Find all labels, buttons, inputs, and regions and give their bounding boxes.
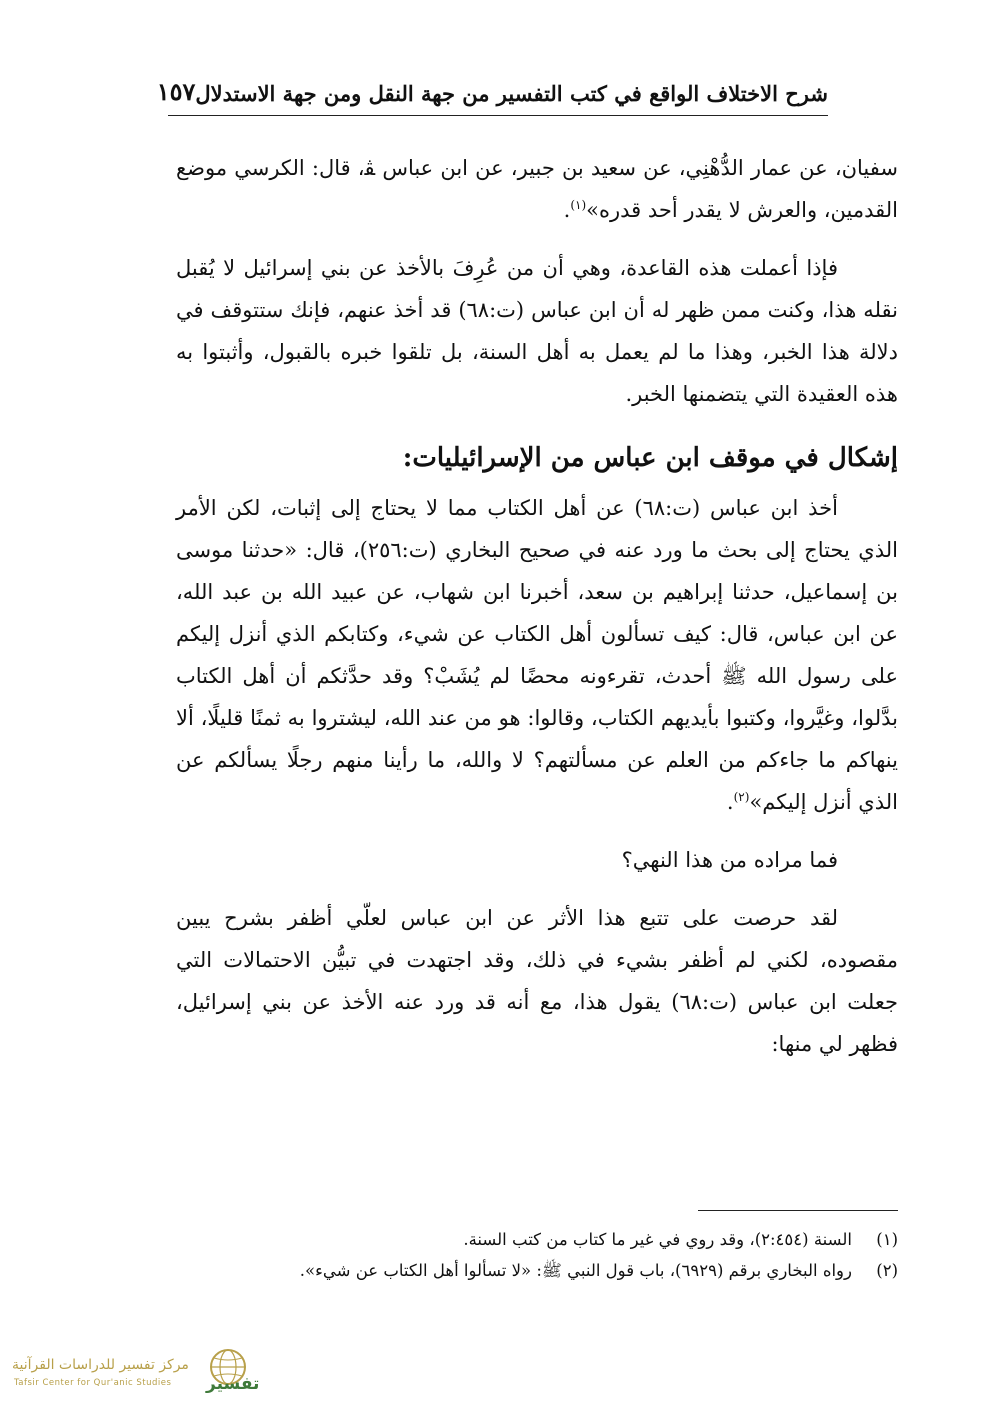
svg-text:مركز تفسير للدراسات القرآنية: مركز تفسير للدراسات القرآنية (12, 1357, 189, 1373)
footnote-2 (176, 1255, 898, 1286)
footnote-number: (١) (876, 1230, 898, 1249)
section-heading: إشكال في موقف ابن عباس من الإسرائيليات: (402, 443, 898, 473)
footnote-ref-1[interactable]: (١) (570, 198, 587, 212)
running-header (156, 66, 828, 106)
svg-text:Tafsir Center for Qur'anic Stu: Tafsir Center for Qur'anic Studies (14, 1378, 172, 1388)
main-text (176, 147, 898, 1065)
logo-mark-icon (6, 1345, 276, 1393)
header-divider (168, 115, 828, 116)
header-title: شرح الاختلاف الواقع في كتب التفسير من جهة النقل ومن جهة الاستدلال (195, 81, 828, 106)
footnote-divider (698, 1210, 898, 1211)
footnote-1 (176, 1224, 898, 1255)
paragraph-4: فما مراده من هذا النهي؟ (621, 848, 838, 872)
footnote-text: رواه البخاري برقم (٦٩٢٩)، باب قول النبي ﷺ: «لا تسألوا أهل الكتاب عن شيء». (299, 1261, 852, 1280)
paragraph-3: أخذ ابن عباس (ت:٦٨) عن أهل الكتاب مما لا يحتاج إلى إثبات، لكن الأمر الذي يحتاج إلى بحث ما ورد عنه في صحيح البخاري (ت:٢٥٦)، قال: «حدثنا موسى بن إسماعيل، حدثنا إبراهيم بن سعد، أخبرنا ابن شهاب، عن عبيد الله بن عبد الله، عن ابن عباس، قال: كيف تسألون أهل الكتاب عن شيء، وكتابكم الذي أنزل إليكم على رسول الله ﷺ أحدث، تقرءونه محضًا لم يُشَبْ؟ وقد حدَّثكم أن أهل الكتاب بدَّلوا، وغيَّروا، وكتبوا بأيديهم الكتاب، وقالوا: هو من عند الله، ليشتروا به ثمنًا قليلًا، ألا ينهاكم ما جاءكم من العلم عن مسألتهم؟ لا والله، ما رأينا منهم رجلًا يسألكم عن الذي أنزل إليكم»$^{(٢)}$. (176, 496, 898, 814)
footnote-number: (٢) (876, 1261, 898, 1280)
svg-text:تفسير: تفسير (206, 1374, 260, 1393)
footnote-text: السنة (٢:٤٥٤)، وقد روي في غير ما كتاب من كتب السنة. (463, 1230, 852, 1249)
footnote-ref-2[interactable]: (٢) (733, 790, 750, 804)
paragraph-1: سفيان، عن عمار الدُّهْنِي، عن سعيد بن جبير، عن ابن عباس ﭭ، قال: الكرسي موضع القدمين، والعرش لا يقدر أحد قدره»$^{(١)}$. (176, 156, 898, 222)
paragraph-5: لقد حرصت على تتبع هذا الأثر عن ابن عباس لعلّي أظفر بشرح يبين مقصوده، لكني لم أظفر بشيء في ذلك، وقد اجتهدت في تبيُّن الاحتمالات التي جعلت ابن عباس (ت:٦٨) يقول هذا، مع أنه قد ورد عنه الأخذ عن بني إسرائيل، فظهر لي منها: (176, 906, 898, 1056)
footnotes (176, 1224, 898, 1286)
page-number: ١٥٧ (156, 77, 196, 106)
paragraph-2: فإذا أعملت هذه القاعدة، وهي أن من عُرِفَ بالأخذ عن بني إسرائيل لا يُقبل نقله هذا، وكنت ممن ظهر له أن ابن عباس (ت:٦٨) قد أخذ عنهم، فإنك ستتوقف في دلالة هذا الخبر، وهذا ما لم يعمل به أهل السنة، بل تلقوا خبره بالقبول، وأثبتوا به هذه العقيدة التي يتضمنها الخبر. (176, 256, 898, 406)
tafsir-center-logo (6, 1345, 276, 1393)
